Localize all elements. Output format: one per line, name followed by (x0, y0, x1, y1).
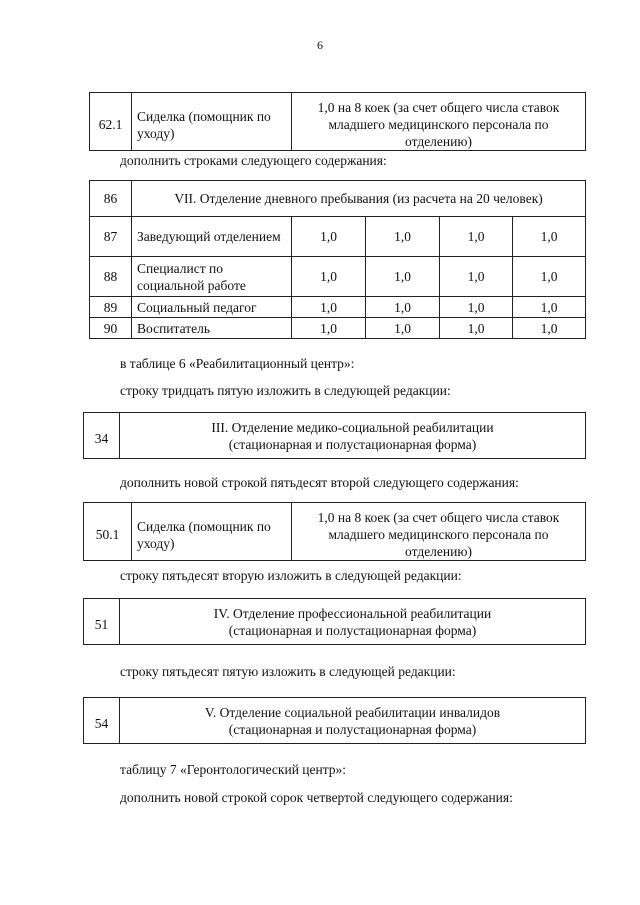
department-title: VII. Отделение дневного пребывания (из расчета на 20 человек) (132, 181, 586, 217)
value-cell: 1,0 (440, 217, 513, 257)
table-day-stay-department (89, 180, 586, 339)
value-cell: 1,0 (513, 257, 586, 297)
position-name: Специалист по социальной работе (132, 257, 292, 297)
value-cell: 1,0 (292, 318, 366, 339)
position-name: Социальный педагог (132, 297, 292, 318)
table-row-50-1 (83, 502, 586, 561)
paragraph-table7: таблицу 7 «Геронтологический центр»: (120, 762, 347, 777)
value-cell: 1,0 (366, 318, 440, 339)
value-cell: 1,0 (366, 257, 440, 297)
position-name: Сиделка (помощник по уходу) (132, 503, 292, 561)
paragraph-table6: в таблице 6 «Реабилитационный центр»: (120, 356, 355, 371)
department-title-line1: IV. Отделение профессиональной реабилитации (213, 605, 492, 621)
value-cell: 1,0 (440, 318, 513, 339)
value-cell: 1,0 (366, 297, 440, 318)
table-row (90, 217, 586, 257)
value-cell: 1,0 (513, 318, 586, 339)
department-title (120, 599, 586, 645)
department-title-line2: (стационарная и полустационарная форма) (228, 436, 477, 452)
value-cell: 1,0 (513, 297, 586, 318)
position-name: Воспитатель (132, 318, 292, 339)
row-number: 87 (90, 217, 132, 257)
department-title-line1: V. Отделение социальной реабилитации инвалидов (204, 704, 501, 720)
table-row-54 (83, 697, 586, 744)
position-name: Сиделка (помощник по уходу) (132, 93, 292, 151)
table-row-51 (83, 598, 586, 645)
row-number: 50.1 (84, 503, 132, 561)
paragraph-row35: строку тридцать пятую изложить в следующей редакции: (120, 383, 451, 398)
department-title-line2: (стационарная и полустационарная форма) (228, 721, 477, 737)
paragraph-row52: строку пятьдесят вторую изложить в следующей редакции: (120, 568, 462, 583)
department-title-line2: (стационарная и полустационарная форма) (228, 622, 477, 638)
table-row-62-1 (89, 92, 586, 151)
table-row (90, 297, 586, 318)
value-cell: 1,0 (292, 257, 366, 297)
row-number: 54 (84, 698, 120, 744)
header-row-number: 86 (90, 181, 132, 217)
value-cell: 1,0 (513, 217, 586, 257)
paragraph-add-rows: дополнить строками следующего содержания: (120, 153, 387, 168)
value-cell: 1,0 (292, 297, 366, 318)
row-number: 88 (90, 257, 132, 297)
row-number: 89 (90, 297, 132, 318)
department-title-line1: III. Отделение медико-социальной реабилитации (211, 419, 494, 435)
position-name: Заведующий отделением (132, 217, 292, 257)
table-row (90, 257, 586, 297)
row-number: 51 (84, 599, 120, 645)
table-row-34 (83, 412, 586, 459)
department-title (120, 698, 586, 744)
paragraph-add-row52: дополнить новой строкой пятьдесят второй следующего содержания: (120, 475, 519, 490)
position-note: 1,0 на 8 коек (за счет общего числа ставок младшего медицинского персонала по отделению) (292, 503, 586, 561)
row-number: 34 (84, 413, 120, 459)
table-row (90, 318, 586, 339)
row-number: 62.1 (90, 93, 132, 151)
value-cell: 1,0 (366, 217, 440, 257)
row-number: 90 (90, 318, 132, 339)
paragraph-row55: строку пятьдесят пятую изложить в следующей редакции: (120, 664, 456, 679)
department-title (120, 413, 586, 459)
value-cell: 1,0 (440, 257, 513, 297)
value-cell: 1,0 (440, 297, 513, 318)
value-cell: 1,0 (292, 217, 366, 257)
paragraph-add-row44: дополнить новой строкой сорок четвертой следующего содержания: (120, 790, 513, 805)
page-number: 6 (317, 38, 323, 52)
position-note: 1,0 на 8 коек (за счет общего числа ставок младшего медицинского персонала по отделению) (292, 93, 586, 151)
